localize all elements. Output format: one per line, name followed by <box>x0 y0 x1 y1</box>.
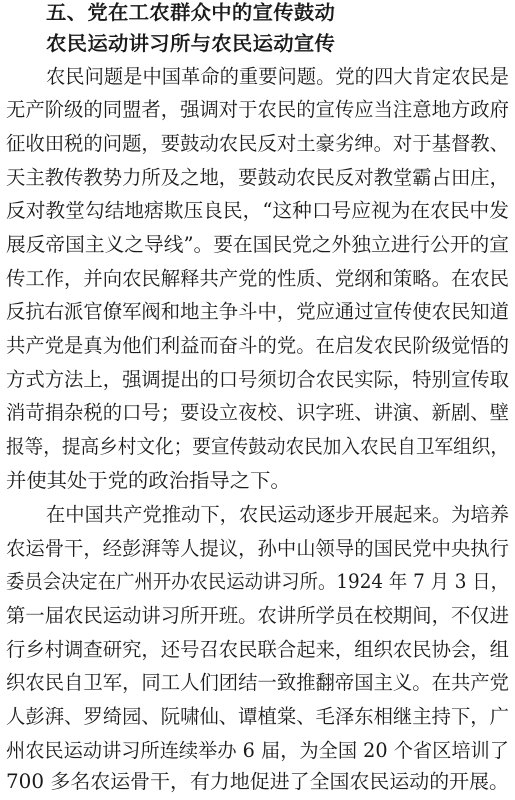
body-line-text: 农运骨干，经彭湃等人提议，孙中山领导的国民党中央执行 <box>6 537 509 560</box>
body-line-text: 共产党是真为他们利益而奋斗的党。在启发农民阶级觉悟的 <box>6 334 509 357</box>
body-line <box>0 464 515 498</box>
body-line <box>0 396 515 430</box>
body-line <box>0 161 515 195</box>
body-line <box>0 127 515 161</box>
body-line <box>0 194 515 228</box>
sub-heading <box>0 27 515 61</box>
body-line <box>0 599 515 633</box>
sub-heading-text: 农民运动讲习所与农民运动宣传 <box>46 32 336 55</box>
body-line <box>0 228 515 262</box>
body-line-text: 消苛捐杂税的口号；要设立夜校、识字班、讲演、新剧、壁 <box>6 401 509 424</box>
body-line <box>0 565 515 599</box>
body-line-text: 织农民自卫军，同工人们团结一致推翻帝国主义。在共产党 <box>6 671 509 694</box>
body-line <box>0 498 515 532</box>
body-line-text: 报等，提高乡村文化；要宣传鼓动农民加入农民自卫军组织， <box>6 435 509 458</box>
body-line <box>0 295 515 329</box>
body-line <box>0 666 515 700</box>
body-line-text: 在中国共产党推动下，农民运动逐步开展起来。为培养 <box>46 503 509 526</box>
body-line-text: 委员会决定在广州开办农民运动讲习所。1924 年 7 月 3 日， <box>6 570 509 593</box>
body-line-text: 展反帝国主义之导线”。要在国民党之外独立进行公开的宣 <box>6 233 509 256</box>
body-line <box>0 700 515 734</box>
body-line <box>0 633 515 667</box>
body-line-text: 并使其处于党的政治指导之下。 <box>6 469 291 492</box>
body-line-text: 传工作，并向农民解释共产党的性质、党纲和策略。在农民 <box>6 267 509 290</box>
body-line-text: 方式方法上，强调提出的口号须切合农民实际，特别宣传取 <box>6 368 509 391</box>
body-line-text: 反对教堂勾结地痞欺压良民，“这种口号应视为在农民中发 <box>6 199 509 222</box>
body-line <box>0 329 515 363</box>
body-line-text: 征收田税的问题，要鼓动农民反对土豪劣绅。对于基督教、 <box>6 132 509 155</box>
body-line-text: 反抗右派官僚军阀和地主争斗中，党应通过宣传使农民知道 <box>6 300 509 323</box>
body-line-text: 天主教传教势力所及之地，要鼓动农民反对教堂霸占田庄， <box>6 166 509 189</box>
section-heading-text: 五、党在工农群众中的宣传鼓动 <box>46 1 336 24</box>
body-line <box>0 363 515 397</box>
body-line <box>0 532 515 566</box>
body-line <box>0 765 515 799</box>
body-line <box>0 262 515 296</box>
body-line-text: 州农民运动讲习所连续举办 6 届，为全国 20 个省区培训了 <box>6 739 510 762</box>
body-line-text: 人彭湃、罗绮园、阮啸仙、谭植棠、毛泽东相继主持下，广 <box>6 705 509 728</box>
body-line-text: 行乡村调查研究，还号召农民联合起来，组织农民协会，组 <box>6 638 509 661</box>
body-line-text: 农民问题是中国革命的重要问题。党的四大肯定农民是 <box>46 65 509 88</box>
body-line <box>0 60 515 94</box>
body-line <box>0 93 515 127</box>
body-line-text: 700 多名农运骨干，有力地促进了全国农民运动的开展。 <box>6 770 510 793</box>
body-line-text: 无产阶级的同盟者，强调对于农民的宣传应当注意地方政府 <box>6 98 509 121</box>
body-line <box>0 734 515 768</box>
body-line <box>0 430 515 464</box>
section-heading <box>0 0 515 30</box>
body-line-text: 第一届农民运动讲习所开班。农讲所学员在校期间，不仅进 <box>6 604 509 627</box>
